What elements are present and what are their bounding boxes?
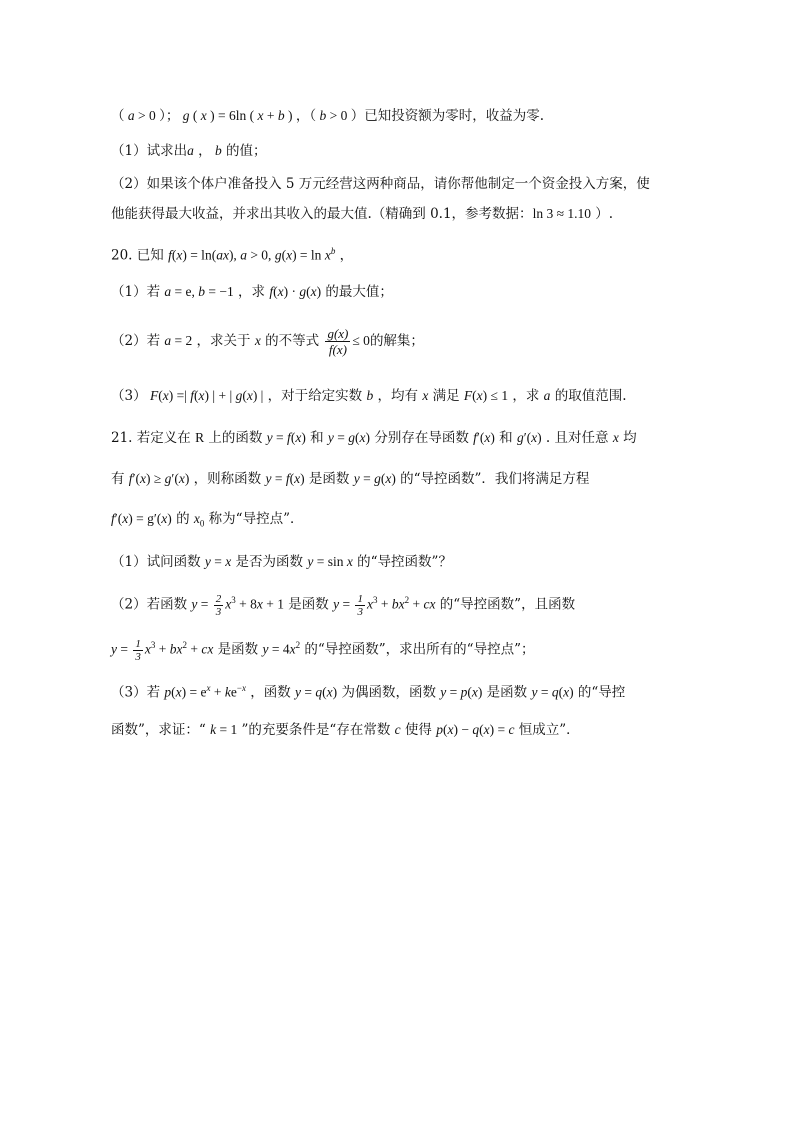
question-21-cont: 有 f′(x) ≥ g′(x) ，则称函数 y = f(x) 是函数 y = g(x) 的“导控函数”．我们将满足方程 <box>111 471 590 487</box>
q20-part-2: （2）若 a = 2 ，求关于 x 的不等式 $\frac{g(x)}{f(x)}$ ≤ 0的解集； <box>111 326 424 357</box>
q20-part-1: （1）若 a = e, b = −1 ，求 f(x) · g(x) 的最大值； <box>111 284 393 300</box>
question-20: 20. 已知 f(x) = ln(ax), a > 0, $g(x) = \ln x^b$ ， <box>111 246 354 264</box>
q21-part-1: （1）试问函数 y = x 是否为函数 y = sin x 的“导控函数”？ <box>111 554 452 570</box>
subquestion-1: （1）试求出a ， b 的值； <box>111 143 267 159</box>
subquestion-2-cont: 他能获得最大收益，并求出其收入的最大值.（精确到 0.1，参考数据：ln 3 ≈ 1.10 ）. <box>111 206 614 222</box>
q21-part-2: （2）若函数 y = $\frac{2}{3}$ $x^3 + 8x + 1$ 是函数 y = $\frac{1}{3}$ $x^3 + bx^2$ + cx 的“导控函数”，且函数 <box>111 592 576 618</box>
question-21: 21. 若定义在 R 上的函数 y = f(x) 和 y = g(x) 分别存在导函数 f′(x) 和 g′(x) . 且对任意 x 均 <box>111 430 637 446</box>
q21-part-2-cont: y = $\frac{1}{3}$ $x^3 + bx^2$ + cx 是函数 $y = 4x^2$ 的“导控函数”，求出所有的“导控点”； <box>111 637 535 663</box>
fraction-g-over-f: $\frac{g(x)}{f(x)}$ <box>327 326 349 357</box>
q21-part-3: （3）若 $p(x) = e^x + ke^{-x}$ ，函数 y = q(x) 为偶函数，函数 y = p(x) 是函数 y = q(x) 的“导控 <box>111 683 626 701</box>
subquestion-2: （2）如果该个体户准备投入 5 万元经营这两种商品，请你帮他制定一个资金投入方案，使 <box>111 176 650 192</box>
q21-part-3-cont: 函数”，求证：“ k = 1 ”的充要条件是“存在常数 c 使得 p(x) − q(x) = c 恒成立”． <box>111 722 580 738</box>
condition-line: （ a > 0 ）； g ( x ) = 6ln ( x + b ) ，（ b > 0 ）已知投资额为零时，收益为零. <box>111 108 545 124</box>
question-21-def: f′(x) = g′(x) 的 $x_0$ 称为“导控点”． <box>111 511 304 529</box>
q20-part-3: （3） F(x) =| f(x) | + | g(x) | ，对于给定实数 b ，均有 x 满足 F(x) ≤ 1 ，求 a 的取值范围. <box>111 388 627 404</box>
